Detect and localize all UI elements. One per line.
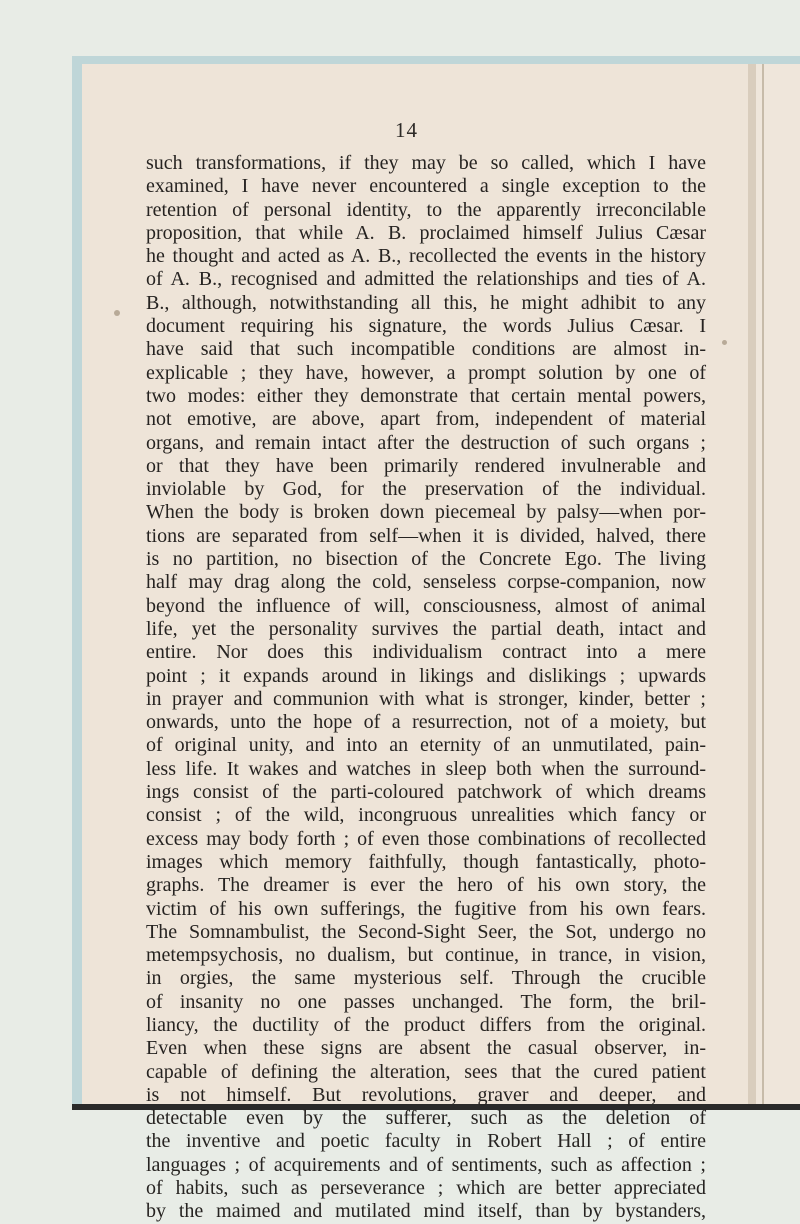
text-line: liancy, the ductility of the product differs from the original. xyxy=(146,1013,706,1036)
text-line: inviolable by God, for the preservation of the individual. xyxy=(146,478,706,501)
text-line: ings consist of the parti-coloured patchwork of which dreams xyxy=(146,781,706,804)
text-line: not emotive, are above, apart from, independent of material xyxy=(146,408,706,431)
paper-speck xyxy=(114,310,120,316)
text-line: by the maimed and mutilated mind itself, than by bystanders, xyxy=(146,1200,706,1223)
text-line: proposition, that while A. B. proclaimed himself Julius Cæsar xyxy=(146,221,706,244)
text-line: entire. Nor does this individualism contract into a mere xyxy=(146,641,706,664)
text-line: languages ; of acquirements and of sentiments, such as affection ; xyxy=(146,1153,706,1176)
text-line: point ; it expands around in likings and dislikings ; upwards xyxy=(146,664,706,687)
text-line: life, yet the personality survives the partial death, intact and xyxy=(146,617,706,640)
text-line: is not himself. But revolutions, graver and deeper, and xyxy=(146,1083,706,1106)
text-line: The Somnambulist, the Second-Sight Seer, the Sot, undergo no xyxy=(146,920,706,943)
text-line: tions are separated from self—when it is divided, halved, there xyxy=(146,524,706,547)
text-line: of habits, such as perseverance ; which are better appreciated xyxy=(146,1177,706,1200)
text-line: organs, and remain intact after the destruction of such organs ; xyxy=(146,431,706,454)
text-line: is no partition, no bisection of the Concrete Ego. The living xyxy=(146,548,706,571)
text-line: metempsychosis, no dualism, but continue, in trance, in vision, xyxy=(146,944,706,967)
paper-speck xyxy=(722,340,727,345)
text-line: of insanity no one passes unchanged. The form, the bril- xyxy=(146,990,706,1013)
text-line: half may drag along the cold, senseless corpse-companion, now xyxy=(146,571,706,594)
text-line: in orgies, the same mysterious self. Through the crucible xyxy=(146,967,706,990)
page-edge-shadow xyxy=(748,64,756,1104)
text-line: B., although, notwithstanding all this, he might adhibit to any xyxy=(146,291,706,314)
text-line: have said that such incompatible conditions are almost in- xyxy=(146,338,706,361)
text-line: excess may body forth ; of even those combinations of recollected xyxy=(146,827,706,850)
text-line: retention of personal identity, to the apparently irreconcilable xyxy=(146,198,706,221)
text-line: he thought and acted as A. B., recollected the events in the history xyxy=(146,245,706,268)
text-line: beyond the influence of will, consciousness, almost of animal xyxy=(146,594,706,617)
text-line: explicable ; they have, however, a prompt solution by one of xyxy=(146,361,706,384)
text-line: of A. B., recognised and admitted the relationships and ties of A. xyxy=(146,268,706,291)
text-line: graphs. The dreamer is ever the hero of his own story, the xyxy=(146,874,706,897)
text-line: in prayer and communion with what is stronger, kinder, better ; xyxy=(146,687,706,710)
text-line: victim of his own sufferings, the fugitive from his own fears. xyxy=(146,897,706,920)
text-line: of original unity, and into an eternity of an unmutilated, pain- xyxy=(146,734,706,757)
text-line: examined, I have never encountered a single exception to the xyxy=(146,175,706,198)
text-line: consist ; of the wild, incongruous unrealities which fancy or xyxy=(146,804,706,827)
text-line: images which memory faithfully, though fantastically, photo- xyxy=(146,850,706,873)
text-line: the inventive and poetic faculty in Robert Hall ; of entire xyxy=(146,1130,706,1153)
text-line: or that they have been primarily rendered invulnerable and xyxy=(146,454,706,477)
text-line: less life. It wakes and watches in sleep both when the surround- xyxy=(146,757,706,780)
text-line: capable of defining the alteration, sees that the cured patient xyxy=(146,1060,706,1083)
text-line: Even when these signs are absent the casual observer, in- xyxy=(146,1037,706,1060)
text-line: detectable even by the sufferer, such as the deletion of xyxy=(146,1107,706,1130)
text-line: document requiring his signature, the words Julius Cæsar. I xyxy=(146,315,706,338)
page-number: 14 xyxy=(395,118,418,142)
page-gap xyxy=(762,64,764,1104)
body-text xyxy=(146,152,706,1224)
text-line: When the body is broken down piecemeal by palsy—when por- xyxy=(146,501,706,524)
text-line: such transformations, if they may be so called, which I have xyxy=(146,152,706,174)
text-line: onwards, unto the hope of a resurrection, not of a moiety, but xyxy=(146,711,706,734)
text-line: two modes: either they demonstrate that certain mental powers, xyxy=(146,384,706,407)
